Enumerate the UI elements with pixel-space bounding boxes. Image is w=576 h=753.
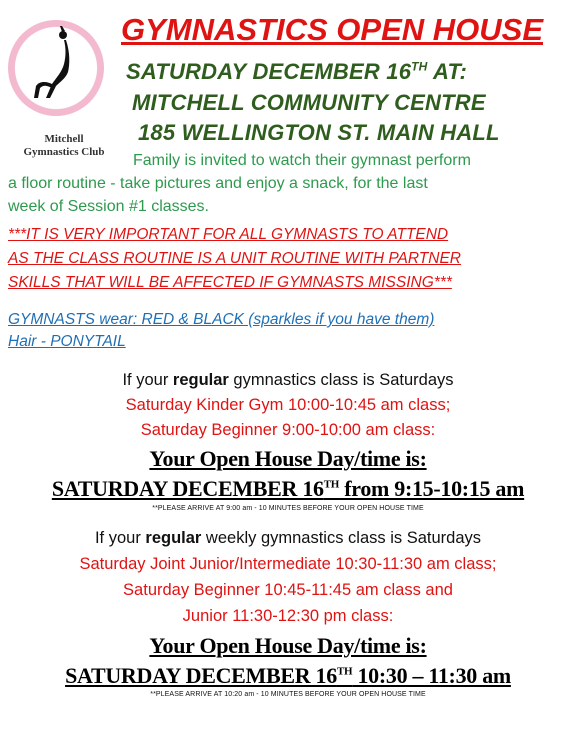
venue-address: 185 WELLINGTON ST. MAIN HALL xyxy=(138,120,500,145)
session1-class: Saturday Beginner 9:00-10:00 am class: xyxy=(140,421,436,439)
session2-intro-pre: If your xyxy=(94,529,146,547)
session2-class: Saturday Beginner 10:45-11:45 am class and xyxy=(123,581,453,599)
logo-text-line1: Mitchell xyxy=(44,133,84,145)
gymnast-figure-icon xyxy=(26,26,86,112)
warning-line: SKILLS THAT WILL BE AFFECTED IF GYMNASTS MISSING*** xyxy=(8,274,452,291)
session1-open-house-date xyxy=(0,476,576,502)
warning-line: AS THE CLASS ROUTINE IS A UNIT ROUTINE WITH PARTNER xyxy=(8,250,461,267)
session2-date-end: 10:30 – 11:30 am xyxy=(352,663,511,688)
attire-wear: GYMNASTS wear: RED & BLACK (sparkles if you have them) xyxy=(8,311,435,328)
session1-date-end: from 9:15-10:15 am xyxy=(339,476,525,501)
session1-intro-pre: If your xyxy=(122,371,173,389)
attire-hair: Hair - PONYTAIL xyxy=(8,333,126,350)
session2-intro-post: weekly gymnastics class is Saturdays xyxy=(201,529,482,547)
session2-class: Junior 11:30-12:30 pm class: xyxy=(182,607,394,625)
logo-text-line2: Gymnastics Club xyxy=(23,146,105,158)
session1-intro-post: gymnastics class is Saturdays xyxy=(228,371,454,389)
session1-arrival-note: **PLEASE ARRIVE AT 9:00 am - 10 MINUTES BEFORE YOUR OPEN HOUSE TIME xyxy=(152,505,424,512)
club-logo xyxy=(8,20,110,162)
session1-intro-bold: regular xyxy=(172,371,229,389)
session2-open-house-date xyxy=(0,663,576,689)
session2-open-house-label: Your Open House Day/time is: xyxy=(149,633,427,658)
event-date-end: AT: xyxy=(427,59,468,84)
session1-date-suffix: TH xyxy=(323,478,340,491)
venue-name: MITCHELL COMMUNITY CENTRE xyxy=(132,90,486,115)
description-line: Family is invited to watch their gymnast perform xyxy=(133,152,471,169)
session1-date-main: SATURDAY DECEMBER 16 xyxy=(51,476,324,501)
session1-intro xyxy=(0,371,576,390)
description-line: week of Session #1 classes. xyxy=(8,198,209,215)
session1-class: Saturday Kinder Gym 10:00-10:45 am class; xyxy=(125,396,451,414)
session1-open-house-label: Your Open House Day/time is: xyxy=(149,446,427,471)
event-date-suffix: TH xyxy=(411,59,428,74)
event-date-line xyxy=(126,59,467,85)
session2-date-main: SATURDAY DECEMBER 16 xyxy=(65,663,337,688)
warning-line: ***IT IS VERY IMPORTANT FOR ALL GYMNASTS TO ATTEND xyxy=(8,226,449,243)
session2-intro xyxy=(0,529,576,548)
session2-class: Saturday Joint Junior/Intermediate 10:30-11:30 am class; xyxy=(79,555,497,573)
description-line: a floor routine - take pictures and enjoy a snack, for the last xyxy=(8,175,428,192)
session2-arrival-note: **PLEASE ARRIVE AT 10:20 am - 10 MINUTES BEFORE YOUR OPEN HOUSE TIME xyxy=(150,691,426,698)
event-date-main: SATURDAY DECEMBER 16 xyxy=(126,59,412,84)
page-title: GYMNASTICS OPEN HOUSE xyxy=(121,12,543,47)
session2-intro-bold: regular xyxy=(145,529,202,547)
session2-date-suffix: TH xyxy=(336,665,353,678)
